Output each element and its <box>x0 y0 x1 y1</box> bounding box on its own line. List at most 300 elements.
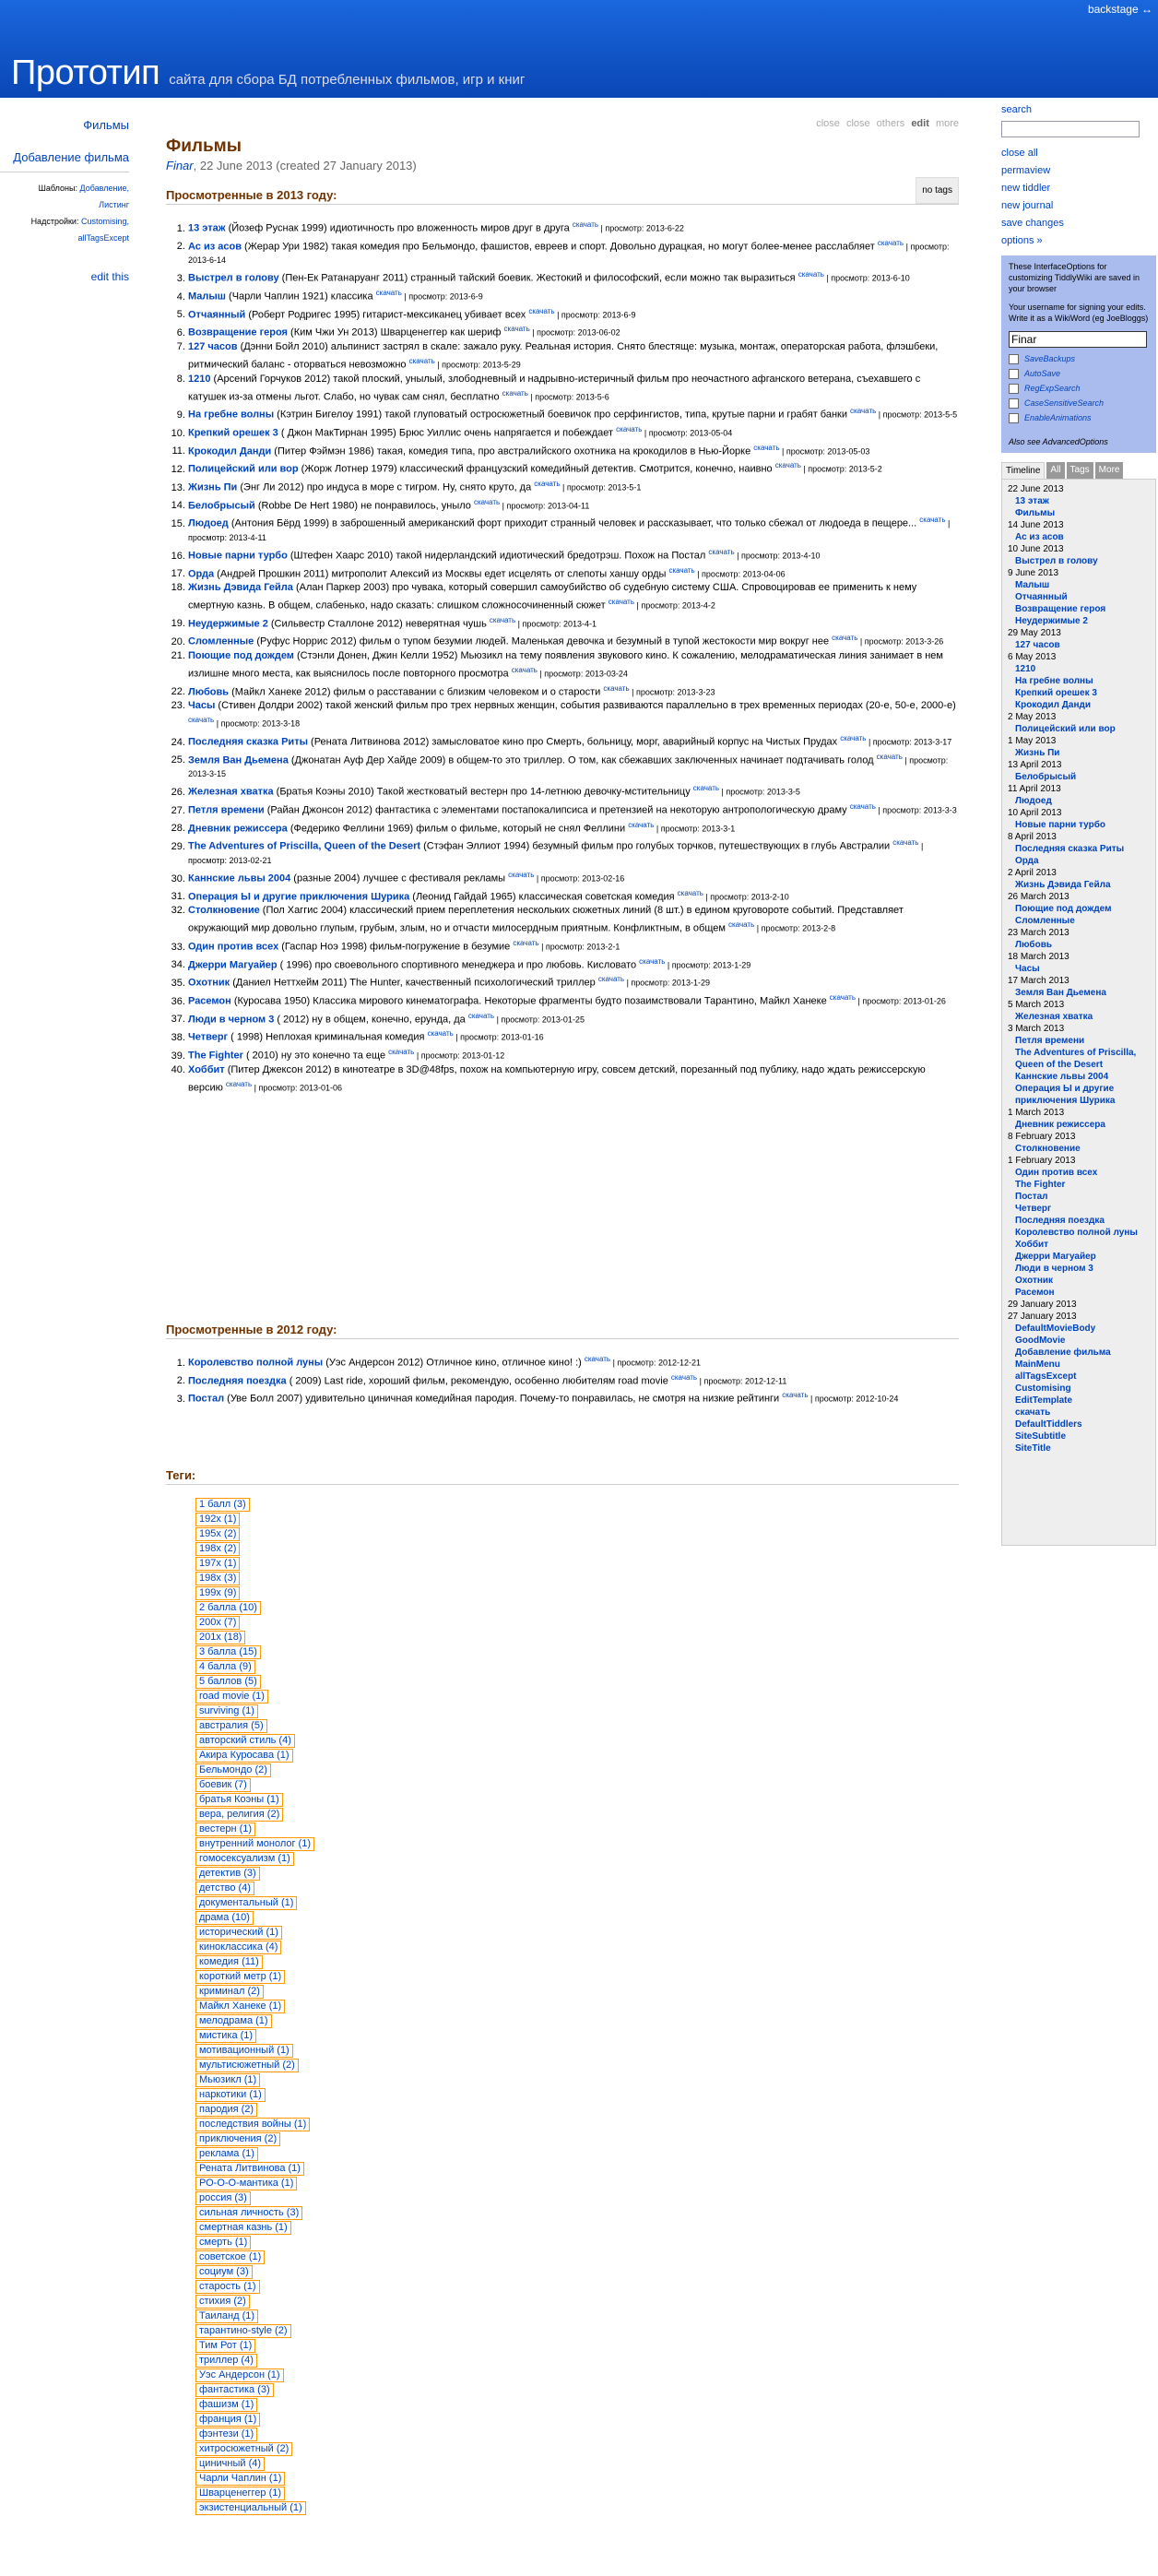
tag-button[interactable]: 2 балла (10) <box>195 1601 261 1615</box>
tag-button[interactable]: старость (1) <box>195 2280 260 2294</box>
timeline-item[interactable]: Сломленные <box>1015 916 1075 926</box>
search-input[interactable] <box>1001 121 1140 137</box>
timeline-date: 29 January 2013 <box>1008 1300 1077 1310</box>
timeline-item[interactable]: 127 часов <box>1015 640 1060 650</box>
film-item <box>188 1063 959 1096</box>
tag-button[interactable]: фэнтези (1) <box>195 2428 257 2441</box>
menu-templates-label: Шаблоны: <box>38 184 77 193</box>
tag-button[interactable]: вестерн (1) <box>195 1822 255 1836</box>
tab-more[interactable]: More <box>1095 462 1124 479</box>
new-tiddler-button[interactable]: new tiddler <box>1001 183 1051 194</box>
film-link[interactable]: Малыш <box>188 291 226 303</box>
film-link[interactable]: Каннские львы 2004 <box>188 873 291 884</box>
menu-template-list[interactable]: Листинг <box>99 200 129 209</box>
film-link[interactable]: Отчаянный <box>188 309 246 321</box>
tag-button[interactable]: приключения (2) <box>195 2132 280 2146</box>
options-toggle[interactable]: options » <box>1001 235 1043 246</box>
username-input[interactable] <box>1009 331 1147 348</box>
tag-button[interactable]: фантастика (3) <box>195 2383 274 2397</box>
tag-button[interactable]: драма (10) <box>195 1911 254 1925</box>
film-link[interactable]: Сломленные <box>188 636 254 648</box>
tag-button[interactable]: последствия войны (1) <box>195 2118 310 2131</box>
tag-button[interactable]: Майкл Ханеке (1) <box>195 2000 285 2013</box>
site-title-text: Прототип <box>11 53 160 92</box>
film-link[interactable]: На гребне волны <box>188 409 275 421</box>
tag-button[interactable]: 1 балл (3) <box>195 1498 250 1512</box>
timeline-item[interactable]: 13 этаж <box>1015 496 1049 506</box>
timeline-item[interactable]: SiteTitle <box>1015 1443 1051 1454</box>
download-link[interactable]: скачать <box>829 992 856 1002</box>
close-others-button[interactable]: close others <box>845 118 905 129</box>
edit-button[interactable]: edit <box>911 118 929 129</box>
more-button[interactable]: more <box>935 118 959 129</box>
film-link[interactable]: Ас из асов <box>188 241 242 253</box>
download-link[interactable]: скачать <box>528 306 555 315</box>
download-link[interactable]: скачать <box>616 424 643 433</box>
timeline-item[interactable]: SiteSubtitle <box>1015 1431 1067 1442</box>
tag-button[interactable]: авторский стиль (4) <box>195 1734 295 1748</box>
tag-button[interactable]: 200х (7) <box>195 1616 240 1630</box>
view-date: | просмотр: 2013-2-1 <box>538 942 620 952</box>
tag-button[interactable]: Акира Куросава (1) <box>195 1749 293 1763</box>
tag-button[interactable]: смерть (1) <box>195 2236 251 2250</box>
tag-button[interactable]: 5 баллов (5) <box>195 1675 261 1689</box>
timeline-item[interactable]: Возвращение героя <box>1015 604 1106 614</box>
timeline-item[interactable]: 1210 <box>1015 664 1036 674</box>
tag-item <box>195 1970 959 1985</box>
timeline-item[interactable]: Людоед <box>1015 796 1052 806</box>
film-link[interactable]: Петля времени <box>188 804 265 816</box>
film-link[interactable]: Неудержимые 2 <box>188 618 268 630</box>
download-link[interactable]: скачать <box>798 270 824 279</box>
timeline-item[interactable]: Жизнь Дэвида Гейла <box>1015 880 1111 890</box>
tag-button[interactable]: 192х (1) <box>195 1513 240 1526</box>
download-link[interactable]: скачать <box>427 1029 454 1039</box>
tag-item <box>195 2177 959 2191</box>
tiddler-subtitle <box>166 159 959 172</box>
timeline-item[interactable]: Каннские львы 2004 <box>1015 1072 1109 1082</box>
download-link[interactable]: скачать <box>584 1355 611 1363</box>
timeline-item[interactable]: DefaultMovieBody <box>1015 1324 1096 1334</box>
timeline-item[interactable]: Джерри Магуайер <box>1015 1252 1096 1262</box>
download-link[interactable]: скачать <box>489 615 516 624</box>
film-link[interactable]: Один против всех <box>188 941 279 953</box>
tag-button[interactable]: 195х (2) <box>195 1527 240 1541</box>
timeline-item[interactable]: Крокодил Данди <box>1015 700 1092 710</box>
menu-edit-button[interactable]: edit this <box>90 270 129 283</box>
download-link[interactable]: скачать <box>692 784 720 793</box>
tag-button[interactable]: Чарли Чаплин (1) <box>195 2472 285 2486</box>
timeline-item[interactable]: Последняя поездка <box>1015 1216 1105 1226</box>
tag-button[interactable]: россия (3) <box>195 2191 251 2205</box>
film-description: ( 2010) ну это конечно та еще <box>242 1050 389 1062</box>
tag-button[interactable]: Мьюзикл (1) <box>195 2073 260 2087</box>
film-link[interactable]: Хоббит <box>188 1063 225 1075</box>
download-link[interactable]: скачать <box>892 838 919 848</box>
tag-button[interactable]: детство (4) <box>195 1882 254 1895</box>
film-link[interactable]: Выстрел в голову <box>188 272 279 284</box>
download-link[interactable]: скачать <box>850 407 877 416</box>
download-link[interactable]: скачать <box>677 888 703 897</box>
film-link[interactable]: Жизнь Пи <box>188 481 238 493</box>
film-link[interactable]: The Adventures of Priscilla, Queen of the Desert <box>188 841 421 853</box>
view-date: | просмотр: 2013-4-11 <box>188 518 951 542</box>
tag-button[interactable]: 197х (1) <box>195 1557 240 1571</box>
tag-button[interactable]: киноклассика (4) <box>195 1941 281 1954</box>
film-link[interactable]: 1210 <box>188 373 211 385</box>
tag-button[interactable]: короткий метр (1) <box>195 1970 285 1984</box>
author-link[interactable]: Finar <box>166 159 194 172</box>
film-link[interactable]: Орда <box>188 568 215 580</box>
timeline-item[interactable]: allTagsExcept <box>1015 1371 1077 1382</box>
film-link[interactable]: Полицейский или вор <box>188 463 299 475</box>
film-item <box>188 304 959 323</box>
option-checkbox[interactable] <box>1009 398 1019 409</box>
permaview-button[interactable]: permaview <box>1001 165 1051 176</box>
film-description: (Пен-Ек Ратанаруанг 2011) странный тайский боевик. Жестокий и философский, если можно так выразиться <box>278 272 798 284</box>
film-link[interactable]: Джерри Магуайер <box>188 959 278 971</box>
film-item <box>188 781 959 800</box>
menu-link-add-film[interactable]: Добавление фильма <box>0 150 129 172</box>
download-link[interactable]: скачать <box>639 956 666 966</box>
tab-all[interactable]: All <box>1046 462 1064 479</box>
download-link[interactable]: скачать <box>388 1047 415 1056</box>
close-button[interactable]: close <box>816 118 840 129</box>
tag-button[interactable]: мультисюжетный (2) <box>195 2059 299 2072</box>
tag-button[interactable]: surviving (1) <box>195 1704 258 1718</box>
view-date: | просмотр: 2013-3-18 <box>214 719 301 730</box>
tag-button[interactable]: исторический (1) <box>195 1926 282 1940</box>
tag-item <box>195 2014 959 2029</box>
download-link[interactable]: скачать <box>849 802 876 812</box>
tag-item <box>195 1719 959 1734</box>
film-link[interactable]: Крокодил Данди <box>188 445 272 457</box>
film-link[interactable]: Расемон <box>188 995 231 1007</box>
tag-button[interactable]: комедия (11) <box>195 1955 263 1969</box>
timeline-item[interactable]: Столкновение <box>1015 1144 1081 1154</box>
download-link[interactable]: скачать <box>467 1011 495 1020</box>
tag-button[interactable]: Бельмондо (2) <box>195 1763 271 1777</box>
timeline-item[interactable]: Новые парни турбо <box>1015 820 1106 830</box>
option-checkbox[interactable] <box>1009 369 1019 379</box>
option-checkbox[interactable] <box>1009 413 1019 423</box>
tag-button[interactable]: стихия (2) <box>195 2295 250 2309</box>
tag-button[interactable]: Таиланд (1) <box>195 2309 258 2323</box>
download-link[interactable]: скачать <box>608 598 634 607</box>
tag-item <box>195 1985 959 2000</box>
option-checkbox[interactable] <box>1009 384 1019 394</box>
tag-button[interactable]: Уэс Андерсон (1) <box>195 2368 284 2382</box>
timeline-item[interactable]: Белобрысый <box>1015 772 1077 782</box>
tag-button[interactable]: реклама (1) <box>195 2147 258 2161</box>
film-link[interactable]: 127 часов <box>188 340 238 352</box>
timeline-item[interactable]: Петля времени <box>1015 1036 1085 1046</box>
tag-button[interactable]: пародия (2) <box>195 2103 257 2117</box>
download-link[interactable]: скачать <box>708 547 735 556</box>
tag-item <box>195 2324 959 2339</box>
timeline-date: 29 May 2013 <box>1008 628 1061 638</box>
download-link[interactable]: скачать <box>877 238 904 247</box>
timeline-item[interactable]: Земля Ван Дьемена <box>1015 988 1106 998</box>
download-link[interactable]: скачать <box>375 288 402 297</box>
tag-button[interactable]: советское (1) <box>195 2250 265 2264</box>
timeline-date: 17 March 2013 <box>1008 976 1069 986</box>
tag-button[interactable]: смертная казнь (1) <box>195 2221 291 2235</box>
tag-button[interactable]: 199х (9) <box>195 1586 240 1600</box>
tag-button[interactable]: вера, религия (2) <box>195 1808 283 1822</box>
timeline-item[interactable]: Добавление фильма <box>1015 1347 1111 1358</box>
timeline-item[interactable]: Дневник режиссера <box>1015 1120 1105 1130</box>
tag-button[interactable]: 198х (2) <box>195 1542 240 1556</box>
download-link[interactable]: скачать <box>534 479 561 488</box>
download-link[interactable]: скачать <box>572 220 599 229</box>
option-checkbox[interactable] <box>1009 354 1019 364</box>
option-label[interactable]: AutoSave <box>1024 369 1061 378</box>
timeline-item[interactable]: Customising <box>1015 1383 1071 1394</box>
option-label[interactable]: RegExpSearch <box>1024 384 1081 393</box>
timeline-item[interactable]: Люди в черном 3 <box>1015 1264 1093 1274</box>
timeline-panel <box>1001 479 1156 1546</box>
option-label[interactable]: EnableAnimations <box>1024 413 1092 422</box>
film-item <box>188 991 959 1009</box>
film-link[interactable]: 13 этаж <box>188 222 226 234</box>
site-title <box>11 53 525 93</box>
timeline-item[interactable]: Часы <box>1015 964 1040 974</box>
timeline-item[interactable]: Неудержимые 2 <box>1015 616 1088 626</box>
tag-button[interactable]: РО-О-О-мантика (1) <box>195 2177 297 2190</box>
tag-button[interactable]: Тим Рот (1) <box>195 2339 255 2353</box>
backstage-button[interactable]: backstage ↔ <box>1087 3 1152 16</box>
film-link[interactable]: The Fighter <box>188 1050 243 1062</box>
view-date: | просмотр: 2013-01-06 <box>252 1083 343 1093</box>
timeline-item[interactable]: Орда <box>1015 856 1039 866</box>
timeline-item[interactable]: DefaultTiddlers <box>1015 1419 1082 1430</box>
download-link[interactable]: скачать <box>668 565 695 575</box>
download-link[interactable]: скачать <box>513 939 539 947</box>
tag-button[interactable]: мистика (1) <box>195 2029 256 2043</box>
download-link[interactable]: скачать <box>728 920 755 930</box>
tiddler-toolbar <box>816 118 959 129</box>
download-link[interactable]: скачать <box>628 820 655 829</box>
film-link[interactable]: Часы <box>188 700 216 712</box>
timeline-item[interactable]: Малыш <box>1015 580 1050 590</box>
download-link[interactable]: скачать <box>473 497 501 506</box>
download-link[interactable]: скачать <box>919 516 946 525</box>
film-link[interactable]: Последняя поездка <box>188 1375 287 1387</box>
tag-button[interactable]: сильная личность (3) <box>195 2206 302 2220</box>
tag-item <box>195 1631 959 1645</box>
tag-button[interactable]: мотивационный (1) <box>195 2044 293 2058</box>
tag-button[interactable]: фашизм (1) <box>195 2398 257 2412</box>
film-item <box>188 581 959 613</box>
tag-item <box>195 2147 959 2162</box>
tag-button[interactable]: 201х (18) <box>195 1631 245 1644</box>
tag-button[interactable]: мелодрама (1) <box>195 2014 272 2028</box>
film-link[interactable]: Столкновение <box>188 905 260 917</box>
film-link[interactable]: Любовь <box>188 686 230 698</box>
timeline-item[interactable]: MainMenu <box>1015 1359 1060 1370</box>
section-2012-heading: Просмотренные в 2012 году: <box>166 1323 959 1339</box>
download-link[interactable]: скачать <box>782 1391 809 1400</box>
film-description: (Robbe De Hert 1980) не понравилось, уныло <box>254 500 474 512</box>
film-item <box>188 972 959 991</box>
save-changes-button[interactable]: save changes <box>1001 218 1064 229</box>
tag-button[interactable]: 3 балла (15) <box>195 1645 261 1659</box>
download-link[interactable]: скачать <box>503 325 530 334</box>
timeline-item[interactable]: Один против всех <box>1015 1168 1098 1178</box>
tag-button[interactable]: боевик (7) <box>195 1778 251 1792</box>
download-link[interactable]: скачать <box>603 683 630 693</box>
tag-button[interactable]: внутренний монолог (1) <box>195 1837 314 1851</box>
download-link[interactable]: скачать <box>774 461 801 470</box>
download-link[interactable]: скачать <box>511 666 538 675</box>
film-link[interactable]: Людоед <box>188 517 229 529</box>
timeline-item[interactable]: Королевство полной луны <box>1015 1228 1138 1238</box>
tag-button[interactable]: Шварценеггер (1) <box>195 2487 285 2500</box>
film-link[interactable]: Поющие под дождем <box>188 650 294 662</box>
search-label[interactable]: search <box>1001 104 1033 115</box>
film-link[interactable]: Операция Ы и другие приключения Шурика <box>188 891 410 903</box>
timeline-item[interactable]: Операция Ы и другие приключения Шурика <box>1015 1084 1116 1106</box>
film-link[interactable]: Белобрысый <box>188 500 255 512</box>
film-item <box>188 1045 959 1063</box>
tag-button[interactable]: документальный (1) <box>195 1896 297 1910</box>
close-all-button[interactable]: close all <box>1001 148 1038 159</box>
tag-button[interactable]: road movie (1) <box>195 1690 268 1703</box>
tag-item <box>195 1941 959 1955</box>
menu-addon-customising[interactable]: Customising, <box>80 217 129 226</box>
timeline-item[interactable]: скачать <box>1015 1407 1051 1418</box>
site-subtitle: сайта для сбора БД потребленных фильмов, игр и книг <box>169 72 526 88</box>
view-date: | просмотр: 2013-4-10 <box>734 551 821 561</box>
download-link[interactable]: скачать <box>502 388 528 398</box>
tag-button[interactable]: экзистенциальный (1) <box>195 2501 306 2515</box>
timeline-item[interactable]: Выстрел в голову <box>1015 556 1098 566</box>
tag-item <box>195 2250 959 2265</box>
menu-addon-alltags[interactable]: allTagsExcept <box>77 233 129 243</box>
tag-item <box>195 2413 959 2428</box>
download-link[interactable]: скачать <box>753 443 780 452</box>
view-date: | просмотр: 2013-6-9 <box>554 310 636 320</box>
tag-button[interactable]: тарантино-style (2) <box>195 2324 291 2338</box>
timeline-item[interactable]: Жизнь Пи <box>1015 748 1060 758</box>
film-link[interactable]: Дневник режиссера <box>188 823 288 835</box>
tag-button[interactable]: гомосексуализм (1) <box>195 1852 294 1866</box>
timeline-item[interactable]: Крепкий орешек 3 <box>1015 688 1097 698</box>
timeline-item[interactable]: Расемон <box>1015 1288 1055 1298</box>
view-date: | просмотр: 2013-6-14 <box>188 242 950 266</box>
tag-button[interactable]: социум (3) <box>195 2265 253 2279</box>
tag-item <box>195 2044 959 2059</box>
timeline-item[interactable]: Последняя сказка Риты <box>1015 844 1125 854</box>
tab-tags[interactable]: Tags <box>1067 462 1093 479</box>
timeline-item[interactable]: EditTemplate <box>1015 1395 1073 1406</box>
view-date: | просмотр: 2013-06-02 <box>529 327 620 338</box>
timeline-item[interactable]: GoodMovie <box>1015 1335 1066 1346</box>
film-link[interactable]: Четверг <box>188 1031 229 1043</box>
timeline-item[interactable]: Четверг <box>1015 1204 1052 1214</box>
tag-button[interactable]: детектив (3) <box>195 1867 260 1881</box>
film-link[interactable]: Крепкий орешек 3 <box>188 427 278 439</box>
tag-button[interactable]: Рената Литвинова (1) <box>195 2162 304 2176</box>
timeline-item[interactable]: Полицейский или вор <box>1015 724 1116 734</box>
film-link[interactable]: Охотник <box>188 977 230 989</box>
film-link[interactable]: Жизнь Дэвида Гейла <box>188 582 293 594</box>
option-row <box>1009 366 1149 381</box>
film-link[interactable]: Железная хватка <box>188 787 274 799</box>
film-link[interactable]: Возвращение героя <box>188 326 288 338</box>
tag-button[interactable]: франция (1) <box>195 2413 260 2427</box>
option-label[interactable]: SaveBackups <box>1024 354 1076 363</box>
timeline-item[interactable]: Любовь <box>1015 940 1053 950</box>
tag-button[interactable]: криминал (2) <box>195 1985 264 1999</box>
tag-button[interactable]: триллер (4) <box>195 2354 257 2368</box>
film-item <box>188 513 959 545</box>
film-link[interactable]: Последняя сказка Риты <box>188 736 308 748</box>
timeline-date: 10 June 2013 <box>1008 544 1064 554</box>
tag-item <box>195 2457 959 2472</box>
timeline-item[interactable]: Поющие под дождем <box>1015 904 1112 914</box>
film-link[interactable]: Королевство полной луны <box>188 1357 324 1369</box>
tab-timeline[interactable]: Timeline <box>1001 462 1045 479</box>
new-journal-button[interactable]: new journal <box>1001 200 1054 211</box>
timeline-item[interactable]: Отчаянный <box>1015 592 1068 602</box>
tag-item <box>195 1778 959 1793</box>
film-item <box>188 1371 959 1389</box>
timeline-date: 9 June 2013 <box>1008 568 1059 578</box>
film-description: (Питер Фэймэн 1986) такая, комедия типа, про австралийского охотника на крокодилов в Нью-Йорке <box>271 445 754 457</box>
timeline-item[interactable]: Ас из асов <box>1015 532 1064 542</box>
tag-item <box>195 1513 959 1527</box>
tag-button[interactable]: 198х (3) <box>195 1572 240 1585</box>
timeline-item[interactable]: The Fighter <box>1015 1180 1066 1190</box>
page-header <box>0 0 1158 98</box>
menu-template-add[interactable]: Добавление, <box>79 184 129 193</box>
timeline-date: 8 April 2013 <box>1008 832 1057 842</box>
tag-button[interactable]: циничный (4) <box>195 2457 265 2471</box>
download-link[interactable]: скачать <box>876 752 903 761</box>
download-link[interactable]: скачать <box>840 734 867 743</box>
timeline-item[interactable]: Хоббит <box>1015 1240 1049 1250</box>
tag-button[interactable]: хитросюжетный (2) <box>195 2442 292 2456</box>
tag-button[interactable]: братья Коэны (1) <box>195 1793 283 1807</box>
film-link[interactable]: Новые парни турбо <box>188 550 288 562</box>
timeline-item[interactable]: Постал <box>1015 1192 1048 1202</box>
film-link[interactable]: Земля Ван Дьемена <box>188 754 289 766</box>
timeline-item[interactable]: The Adventures of Priscilla, Queen of the Desert <box>1015 1048 1137 1070</box>
download-link[interactable]: скачать <box>832 634 858 643</box>
timeline-date: 2 April 2013 <box>1008 868 1057 878</box>
timeline-item[interactable]: Фильмы <box>1015 508 1056 518</box>
download-link[interactable]: скачать <box>597 975 625 984</box>
download-link[interactable]: скачать <box>225 1079 253 1088</box>
film-link[interactable]: Постал <box>188 1393 225 1405</box>
film-item <box>188 373 959 405</box>
timeline-item[interactable]: Железная хватка <box>1015 1012 1093 1022</box>
tag-button[interactable]: австралия (5) <box>195 1719 267 1733</box>
download-link[interactable]: скачать <box>408 356 435 365</box>
download-link[interactable]: скачать <box>670 1372 698 1382</box>
timeline-item[interactable]: На гребне волны <box>1015 676 1093 686</box>
menu-link-films[interactable]: Фильмы <box>83 118 129 132</box>
tag-button[interactable]: 4 балла (9) <box>195 1660 255 1674</box>
timeline-item[interactable]: Охотник <box>1015 1276 1054 1286</box>
option-label[interactable]: CaseSensitiveSearch <box>1024 398 1105 408</box>
download-link[interactable]: скачать <box>188 716 215 725</box>
download-link[interactable]: скачать <box>508 871 535 880</box>
tag-button[interactable]: наркотики (1) <box>195 2088 266 2102</box>
film-link[interactable]: Люди в черном 3 <box>188 1014 275 1026</box>
